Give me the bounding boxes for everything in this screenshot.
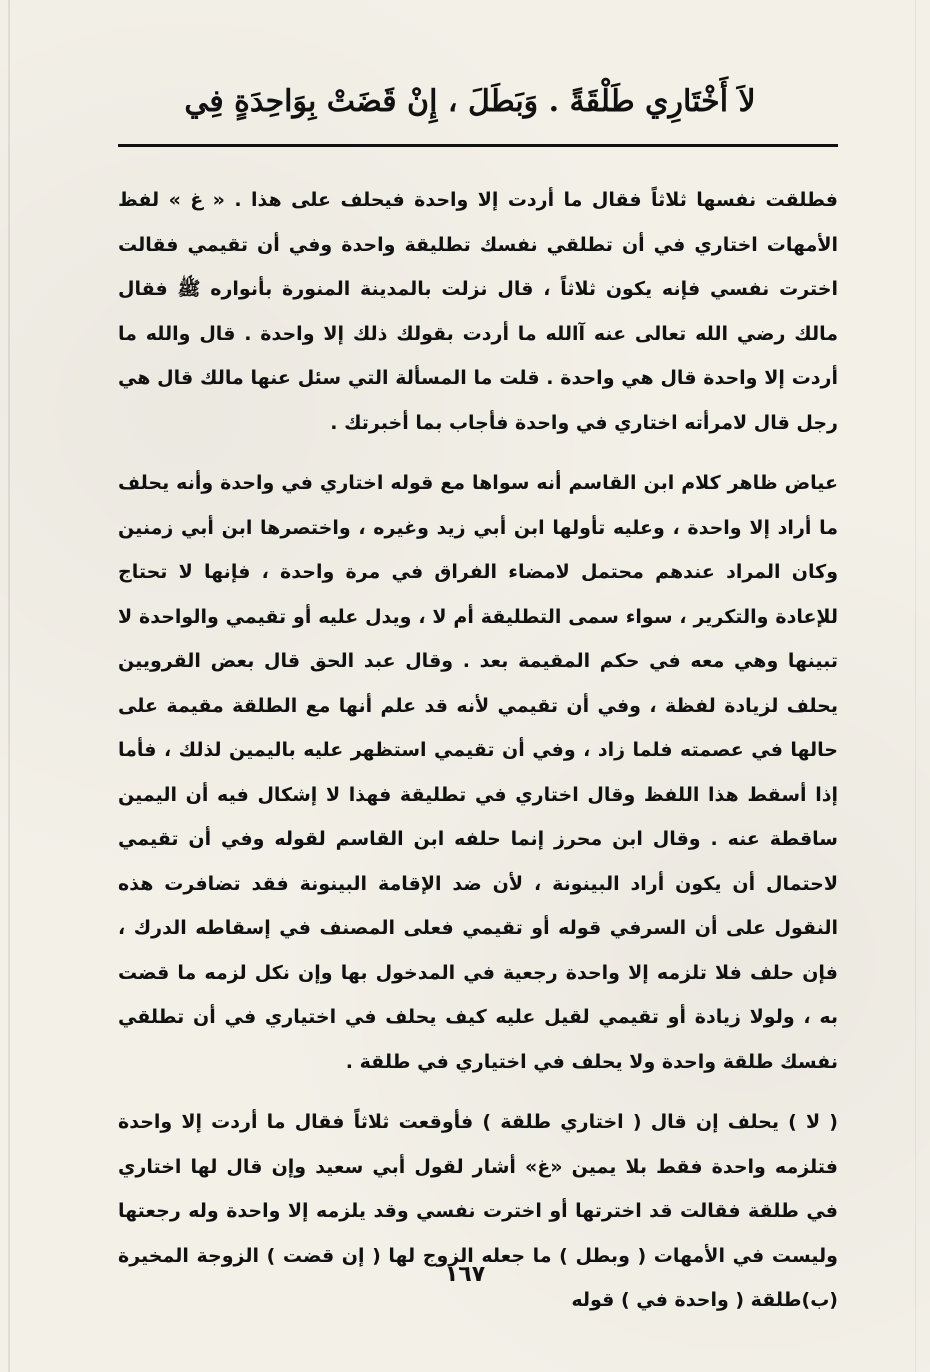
paragraph-3: ( لا ) يحلف إن قال ( اختاري طلقة ) فأوقعت ثلاثاً فقال ما أردت إلا واحدة فتلزمه واحدة فقط بلا يمين «غ» أشار لقول أبي سعيد وإن قال لها اختاري في طلقة فقالت قد اخترتها أو اخترت نفسي وقد يلزمه إلا واحدة وله رجعتها وليست في الأمهات ( وبطل ) ما جعله الزوج لها ( إن قضت ) الزوجة المخيرة (ب)طلقة ( واحدة في ) قوله [118,1111,838,1311]
paragraph-2: عياض ظاهر كلام ابن القاسم أنه سواها مع قوله اختاري في واحدة وأنه يحلف ما أراد إلا واحدة ، وعليه تأولها ابن أبي زيد وغيره ، واختصرها ابن أبي زمنين وكان المراد عندهم محتمل لامضاء الفراق في مرة واحدة ، فإنها لا تحتاج للإعادة والتكرير ، سواء سمى التطليقة أم لا ، ويدل عليه أو تقيمي والواحدة لا تبينها وهي معه في حكم المقيمة بعد . وقال عبد الحق قال بعض القرويين يحلف لزيادة لفظة ، وفي أن تقيمي لأنه قد علم أنها مع الطلقة مقيمة على حالها في عصمته فلما زاد ، وفي أن تقيمي استظهر عليه باليمين لذلك ، فأما إذا أسقط هذا اللفظ وقال اختاري في تطليقة فهذا لا إشكال فيه أن اليمين ساقطة عنه . وقال ابن محرز إنما حلفه ابن القاسم لقوله وفي أن تقيمي لاحتمال أن يكون أراد البينونة ، لأن ضد الإقامة البينونة فقد تضافرت هذه النقول على أن السرفي قوله أو تقيمي فعلى المصنف في إسقاطه الدرك ، فإن حلف فلا تلزمه إلا واحدة رجعية في المدخول بها وإن نكل لزمه ما قضت به ، ولولا زيادة أو تقيمي لقيل عليه كيف يحلف في اختياري في أن تطلقي نفسك طلقة واحدة ولا يحلف في اختياري في طلقة . [118,472,838,1073]
scan-edge-left [8,0,10,1372]
body-text [118,178,838,1323]
scan-edge-right [915,0,916,1372]
header-rule [118,144,838,147]
running-header: لاَ أَخْتَارِي طَلْقَةً . وَبَطَلَ ، إِنْ قَضَتْ بِوَاحِدَةٍ فِي [184,84,756,119]
page-number: ١٦٧ [444,1262,486,1287]
paragraph-1: فطلقت نفسها ثلاثاً فقال ما أردت إلا واحدة فيحلف على هذا . « غ » لفظ الأمهات اختاري في أن تطلقي نفسك تطليقة واحدة وفي أن تقيمي فقالت اخترت نفسي فإنه يكون ثلاثاً ، قال نزلت بالمدينة المنورة بأنواره ﷺ فقال مالك رضي الله تعالى عنه آالله ما أردت بقولك ذلك إلا واحدة . قال والله ما أردت إلا واحدة قال هي واحدة . قلت ما المسألة التي سئل عنها مالك قال هي رجل قال لامرأته اختاري في واحدة فأجاب بما أخبرتك . [118,189,838,434]
